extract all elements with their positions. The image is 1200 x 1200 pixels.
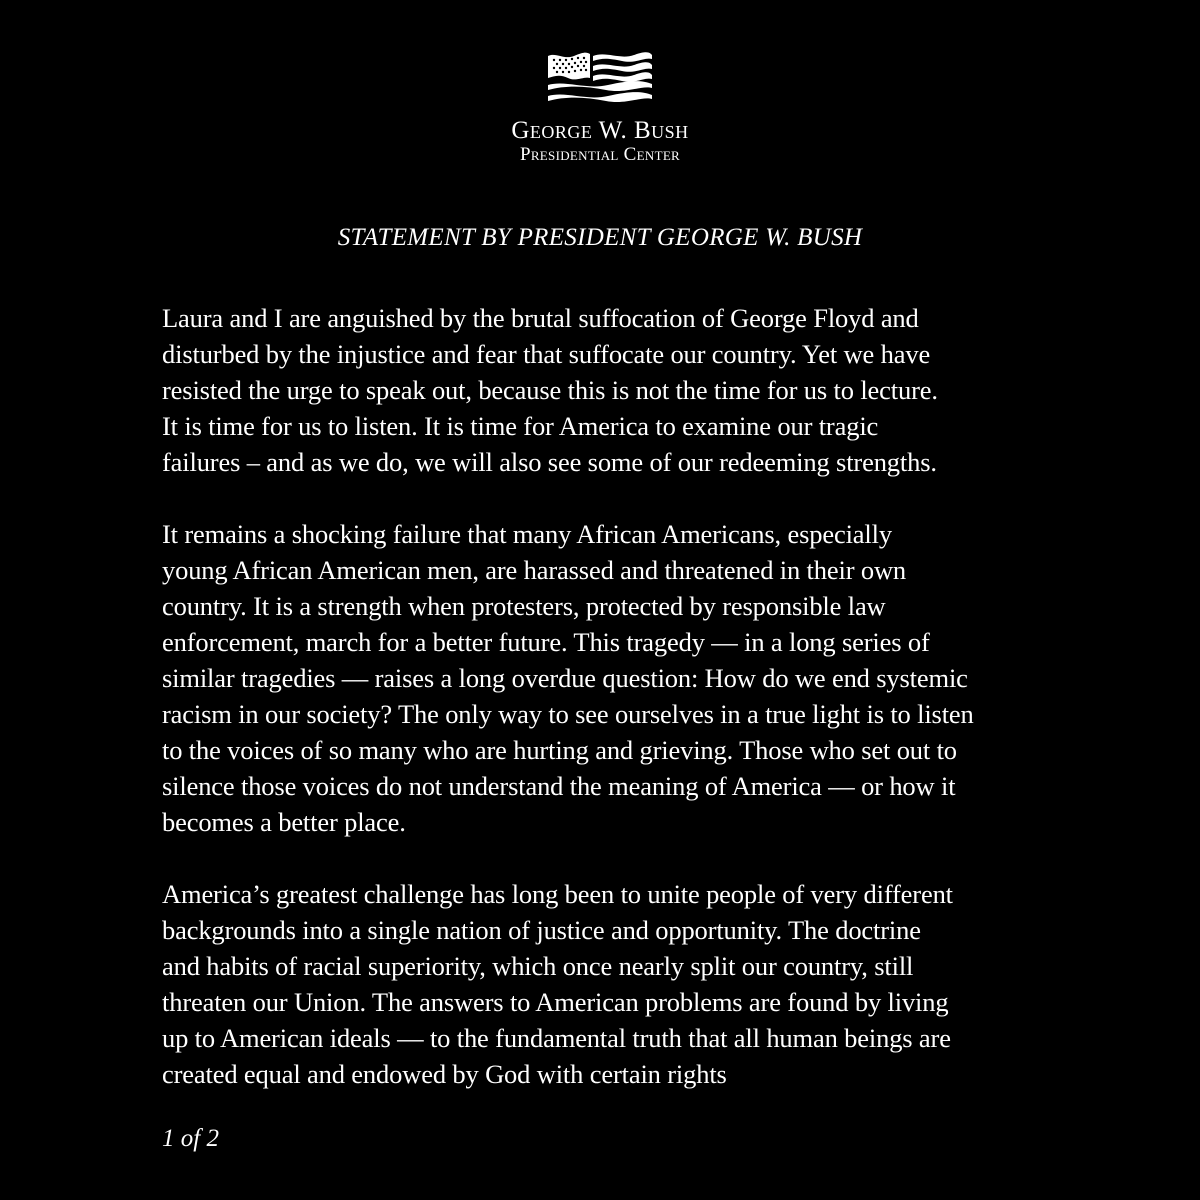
text-line: Laura and I are anguished by the brutal suffocation of George Floyd and xyxy=(162,303,919,333)
page-number: 1 of 2 xyxy=(162,1125,219,1152)
statement-body xyxy=(162,300,1092,1128)
text-line: backgrounds into a single nation of justice and opportunity. The doctrine xyxy=(162,915,921,945)
paragraph xyxy=(162,516,1092,840)
text-line: similar tragedies — raises a long overdue question: How do we end systemic xyxy=(162,663,968,693)
presidential-center-logo xyxy=(0,52,1200,166)
paragraph xyxy=(162,300,1092,480)
org-subtitle: Presidential Center xyxy=(519,144,681,165)
text-line: It is time for us to listen. It is time for America to examine our tragic xyxy=(162,411,879,441)
text-line: country. It is a strength when protesters, protected by responsible law xyxy=(162,591,886,621)
text-line: resisted the urge to speak out, because this is not the time for us to lecture. xyxy=(162,375,938,405)
org-name: George W. Bush xyxy=(511,117,689,144)
statement-heading: STATEMENT BY PRESIDENT GEORGE W. BUSH xyxy=(337,224,863,251)
text-line: enforcement, march for a better future. This tragedy — in a long series of xyxy=(162,627,930,657)
text-line: It remains a shocking failure that many African Americans, especially xyxy=(162,519,892,549)
text-line: to the voices of so many who are hurting and grieving. Those who set out to xyxy=(162,735,957,765)
paragraph xyxy=(162,876,1092,1092)
american-flag-icon xyxy=(546,52,654,106)
text-line: up to American ideals — to the fundamental truth that all human beings are xyxy=(162,1023,951,1053)
text-line: America’s greatest challenge has long been to unite people of very different xyxy=(162,879,953,909)
text-line: racism in our society? The only way to see ourselves in a true light is to listen xyxy=(162,699,974,729)
text-line: disturbed by the injustice and fear that suffocate our country. Yet we have xyxy=(162,339,931,369)
text-line: becomes a better place. xyxy=(162,807,406,837)
text-line: failures – and as we do, we will also see some of our redeeming strengths. xyxy=(162,447,937,477)
text-line: and habits of racial superiority, which once nearly split our country, still xyxy=(162,951,914,981)
text-line: young African American men, are harassed and threatened in their own xyxy=(162,555,907,585)
text-line: threaten our Union. The answers to American problems are found by living xyxy=(162,987,949,1017)
text-line: created equal and endowed by God with certain rights xyxy=(162,1059,727,1089)
text-line: silence those voices do not understand the meaning of America — or how it xyxy=(162,771,956,801)
